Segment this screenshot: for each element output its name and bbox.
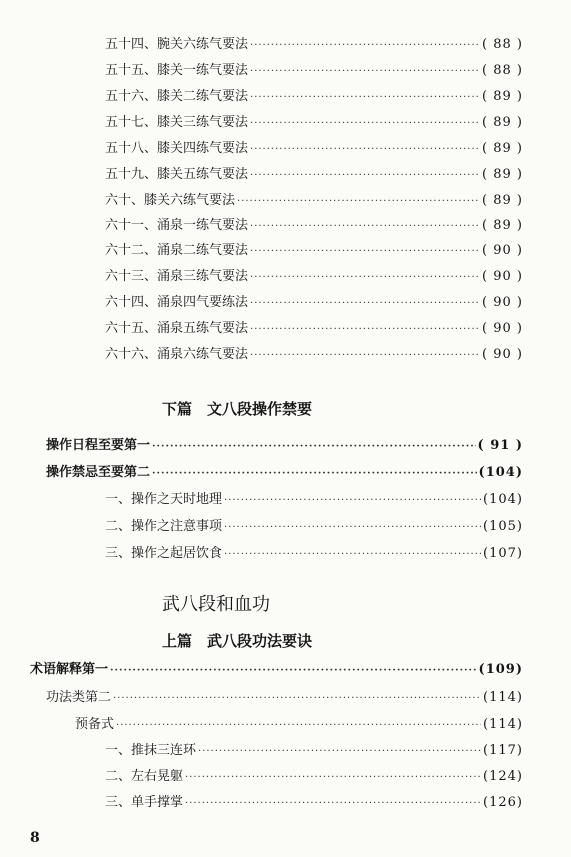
- toc-entry: [105, 295, 523, 311]
- leader-dots: [250, 270, 480, 286]
- toc-entry-page: ( 90 ): [482, 295, 523, 310]
- toc-entry-title: 一、操作之天时地理: [105, 492, 223, 507]
- toc-entry-page: (104): [478, 465, 523, 480]
- leader-dots: [250, 244, 480, 260]
- toc-entry-page: (114): [483, 717, 523, 732]
- leader-dots: [224, 547, 481, 563]
- leader-dots: [250, 38, 480, 54]
- toc-entry-page: (105): [483, 519, 523, 534]
- toc-entry-page: ( 89 ): [482, 89, 523, 104]
- toc-entry-title: 功法类第二: [46, 690, 112, 705]
- toc-entry: [105, 243, 523, 259]
- leader-dots: [185, 770, 481, 786]
- toc-entry-title: 六十四、涌泉四气要练法: [105, 295, 249, 310]
- toc-entry-page: ( 89 ): [482, 141, 523, 156]
- toc-entry: [105, 743, 523, 759]
- toc-entry-title: 五十五、膝关一练气要法: [105, 63, 249, 78]
- toc-entry-title: 术语解释第一: [30, 662, 109, 677]
- toc-entry-page: (124): [483, 769, 523, 784]
- toc-entry-page: (126): [483, 795, 523, 810]
- toc-entry-title: 预备式: [75, 717, 115, 732]
- leader-dots: [250, 90, 480, 106]
- toc-entry-title: 六十一、涌泉一练气要法: [105, 218, 249, 233]
- toc-entry-title: 三、单手撑掌: [105, 795, 184, 810]
- toc-entry-title: 六十五、涌泉五练气要法: [105, 321, 249, 336]
- toc-entry: [105, 63, 523, 79]
- leader-dots: [250, 64, 480, 80]
- leader-dots: [152, 466, 477, 482]
- toc-entry-title: 五十六、膝关二练气要法: [105, 89, 249, 104]
- toc-entry-page: (117): [483, 743, 523, 758]
- toc-entry-title: 五十八、膝关四练气要法: [105, 141, 249, 156]
- toc-entry: [105, 492, 523, 508]
- toc-entry: [105, 546, 523, 562]
- leader-dots: [250, 296, 480, 312]
- toc-entry: [46, 438, 523, 454]
- toc-entry-title: 二、左右晃躯: [105, 769, 184, 784]
- toc-entry: [105, 269, 523, 285]
- leader-dots: [250, 168, 480, 184]
- toc-entry-page: ( 89 ): [482, 115, 523, 130]
- toc-entry-page: (114): [483, 690, 523, 705]
- leader-dots: [113, 691, 481, 707]
- toc-entry-title: 五十四、腕关六练气要法: [105, 37, 249, 52]
- toc-entry: [46, 690, 523, 706]
- toc-entry: [105, 321, 523, 337]
- leader-dots: [250, 348, 480, 364]
- toc-entry-title: 六十三、涌泉三练气要法: [105, 269, 249, 284]
- toc-entry: [75, 717, 523, 733]
- book-title: 武八段和血功: [162, 594, 270, 615]
- toc-entry-title: 操作禁忌至要第二: [46, 465, 151, 480]
- toc-entry: [105, 115, 523, 131]
- toc-entry-page: ( 88 ): [482, 63, 523, 78]
- toc-entry: [105, 218, 523, 234]
- toc-entry-page: ( 90 ): [482, 347, 523, 362]
- leader-dots: [250, 116, 480, 132]
- toc-entry: [105, 193, 523, 209]
- toc-entry: [105, 769, 523, 785]
- toc-entry-page: (104): [483, 492, 523, 507]
- toc-entry: [105, 519, 523, 535]
- toc-entry-title: 三、操作之起居饮食: [105, 546, 223, 561]
- toc-entry-title: 六十六、涌泉六练气要法: [105, 347, 249, 362]
- toc-entry: [105, 89, 523, 105]
- toc-entry: [105, 347, 523, 363]
- leader-dots: [152, 439, 476, 455]
- toc-entry-page: (109): [478, 662, 523, 677]
- toc-entry: [46, 465, 523, 481]
- toc-entry: [105, 795, 523, 811]
- toc-entry-title: 六十二、涌泉二练气要法: [105, 243, 249, 258]
- leader-dots: [185, 796, 481, 812]
- toc-entry-page: ( 90 ): [482, 321, 523, 336]
- toc-entry-page: ( 89 ): [482, 218, 523, 233]
- section-heading: 下篇 文八段操作禁要: [162, 400, 313, 418]
- toc-entry: [105, 167, 523, 183]
- toc-entry-page: ( 89 ): [482, 167, 523, 182]
- toc-entry-title: 六十、膝关六练气要法: [105, 193, 236, 208]
- toc-entry-page: (107): [483, 546, 523, 561]
- toc-entry-title: 五十七、膝关三练气要法: [105, 115, 249, 130]
- page-number: 8: [30, 830, 40, 846]
- toc-entry-title: 五十九、膝关五练气要法: [105, 167, 249, 182]
- leader-dots: [237, 194, 480, 210]
- section-heading: 上篇 武八段功法要诀: [162, 632, 313, 650]
- leader-dots: [224, 520, 481, 536]
- toc-entry: [105, 141, 523, 157]
- toc-entry: [30, 662, 523, 678]
- toc-entry-title: 二、操作之注意事项: [105, 519, 223, 534]
- leader-dots: [250, 219, 480, 235]
- toc-entry-page: ( 90 ): [482, 269, 523, 284]
- leader-dots: [250, 322, 480, 338]
- toc-entry-page: ( 90 ): [482, 243, 523, 258]
- toc-entry-title: 一、推抹三连环: [105, 743, 197, 758]
- leader-dots: [224, 493, 481, 509]
- leader-dots: [198, 744, 481, 760]
- toc-entry-page: ( 88 ): [482, 37, 523, 52]
- toc-entry-page: ( 91 ): [477, 438, 523, 453]
- leader-dots: [250, 142, 480, 158]
- toc-entry: [105, 37, 523, 53]
- leader-dots: [116, 718, 481, 734]
- leader-dots: [110, 663, 477, 679]
- toc-entry-title: 操作日程至要第一: [46, 438, 151, 453]
- toc-entry-page: ( 89 ): [482, 193, 523, 208]
